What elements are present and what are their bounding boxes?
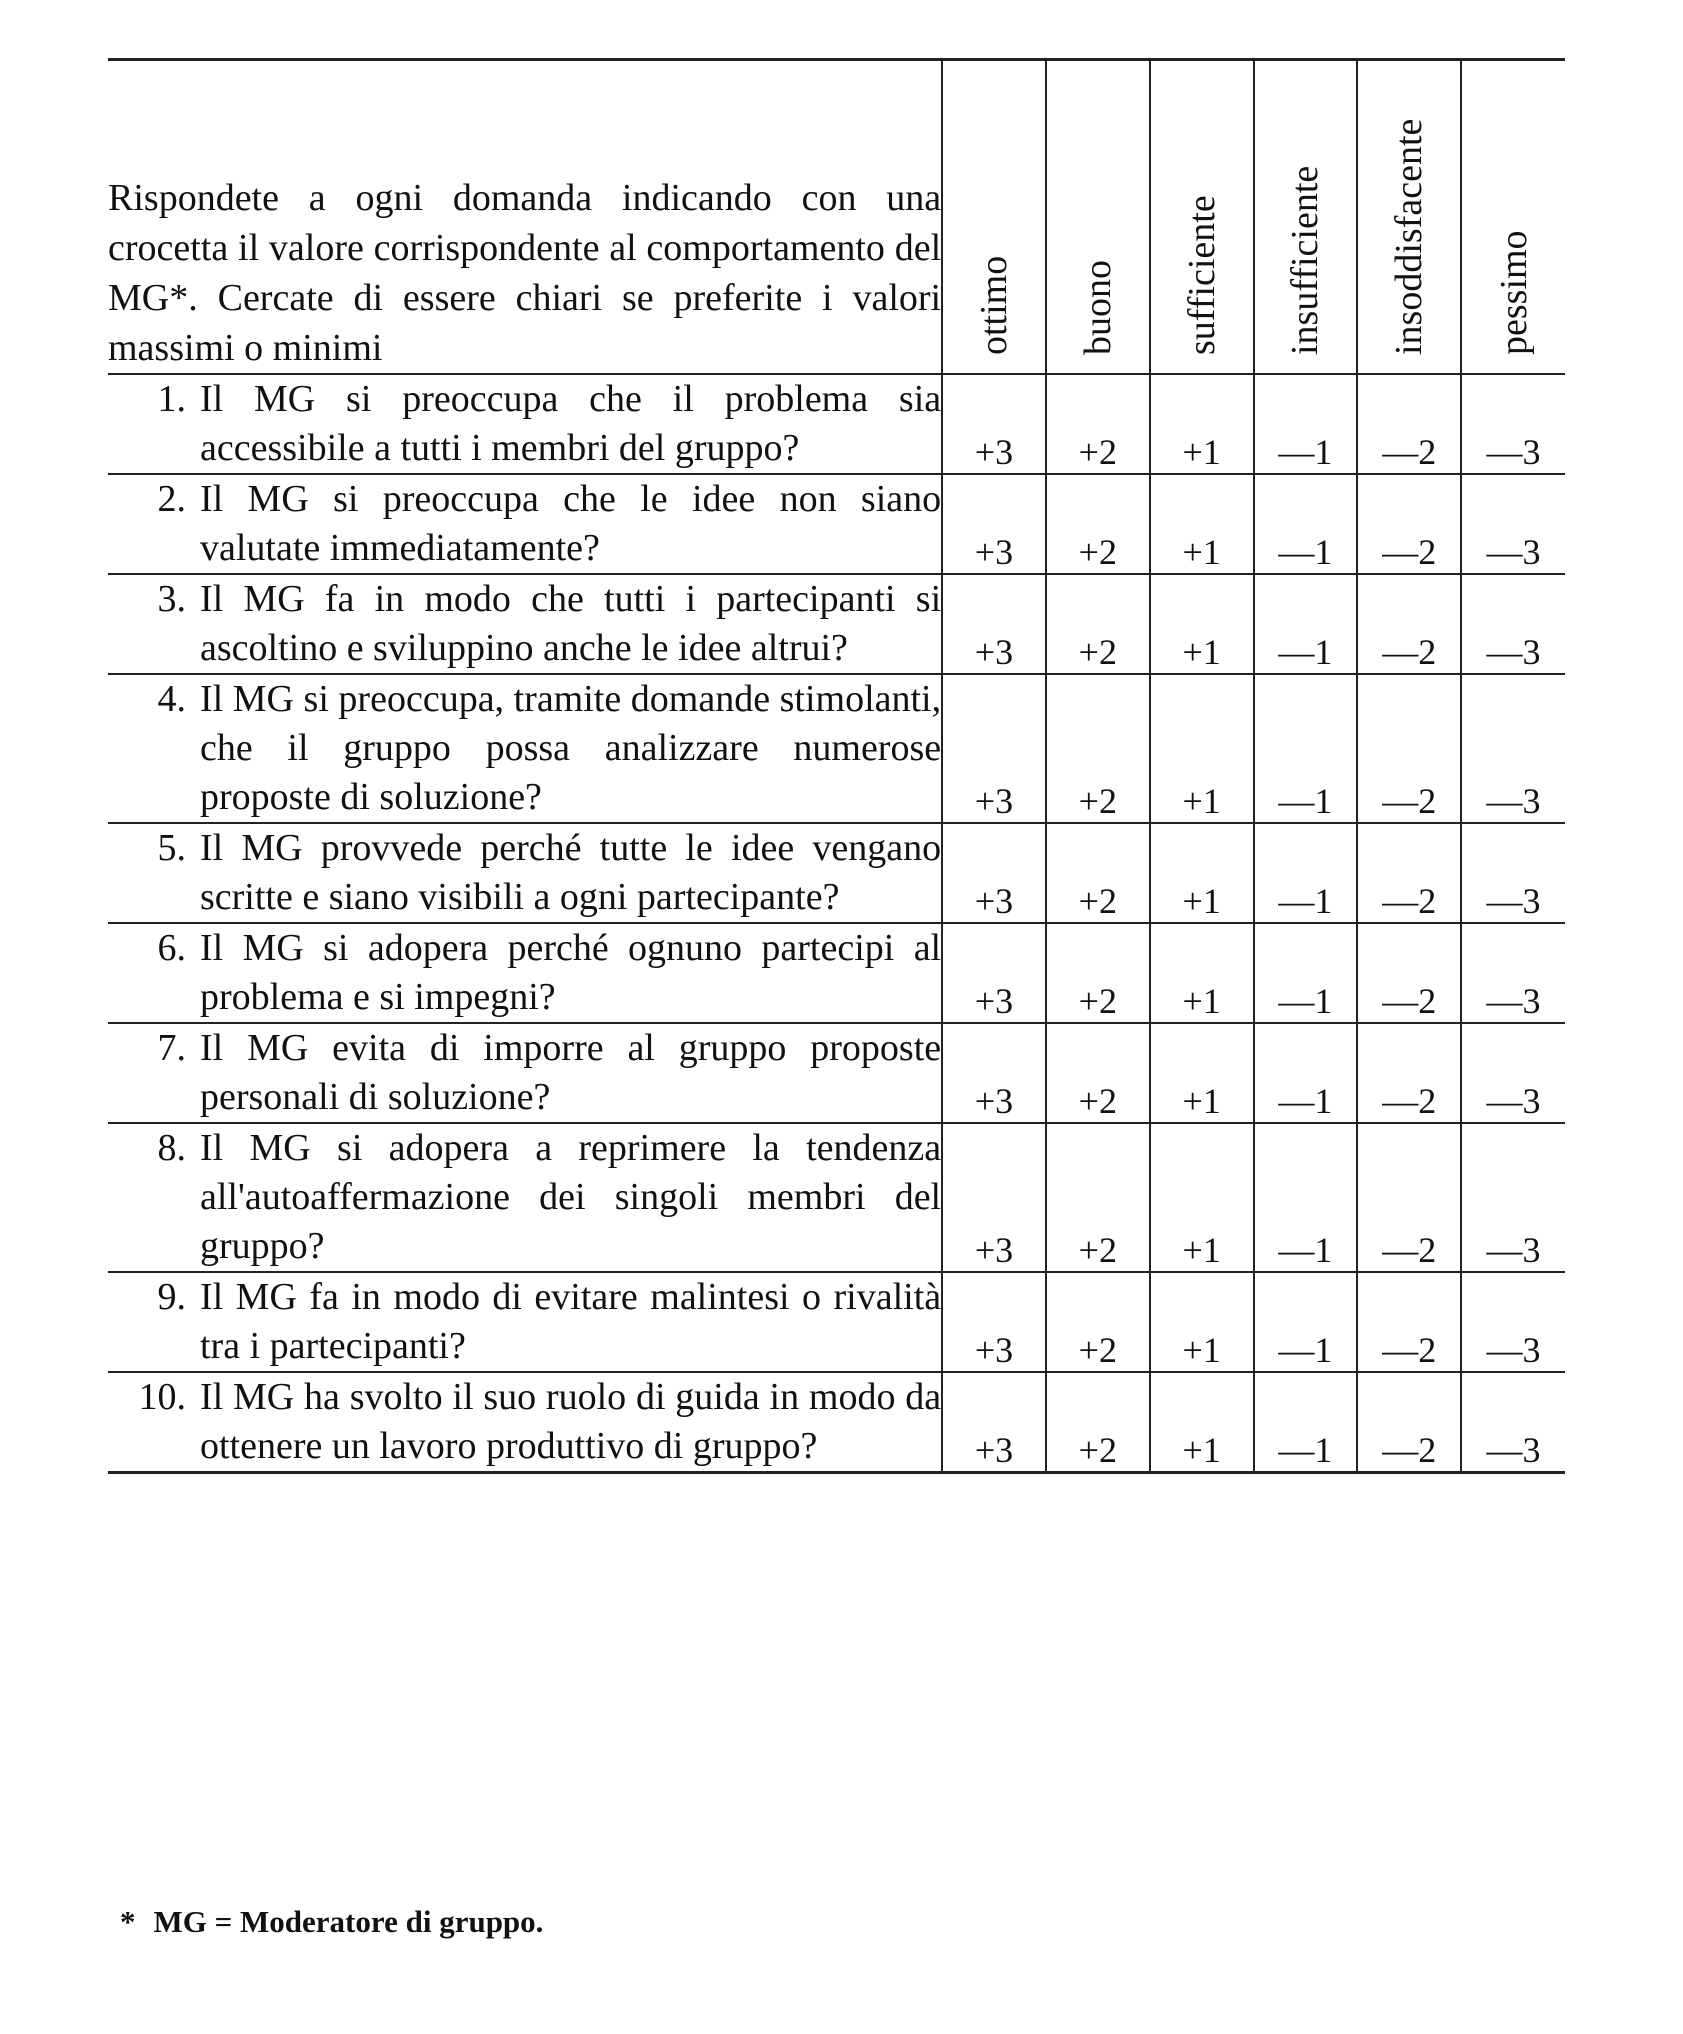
rating-option-ottimo[interactable]: +3 bbox=[942, 923, 1046, 1023]
question-number: 9. bbox=[157, 1275, 186, 1318]
rating-option-buono[interactable]: +2 bbox=[1046, 1272, 1150, 1372]
column-header-pessimo: pessimo bbox=[1461, 60, 1565, 374]
rating-option-ottimo[interactable]: +3 bbox=[942, 474, 1046, 574]
question-number: 6. bbox=[157, 926, 186, 969]
question-text: Il MG si adopera perché ognuno partecipi al problema e si impegni? bbox=[200, 926, 942, 1018]
rating-option-sufficiente[interactable]: +1 bbox=[1150, 823, 1254, 923]
rating-option-insoddisfacente[interactable]: —2 bbox=[1357, 1023, 1461, 1123]
rating-option-sufficiente[interactable]: +1 bbox=[1150, 674, 1254, 823]
footnote-text: MG = Moderatore di gruppo. bbox=[153, 1904, 544, 1939]
question-cell bbox=[108, 923, 942, 1023]
question-cell bbox=[108, 1023, 942, 1123]
question-text: Il MG si preoccupa che le idee non siano valutate immediatamente? bbox=[200, 477, 942, 569]
table-row bbox=[108, 823, 1565, 923]
question-text: Il MG si preoccupa, tramite domande stimolanti, che il gruppo possa analizzare numerose proposte di soluzione? bbox=[200, 677, 942, 818]
rating-option-buono[interactable]: +2 bbox=[1046, 1123, 1150, 1272]
table-row bbox=[108, 474, 1565, 574]
rating-option-sufficiente[interactable]: +1 bbox=[1150, 374, 1254, 474]
rating-option-ottimo[interactable]: +3 bbox=[942, 574, 1046, 674]
rating-option-pessimo[interactable]: —3 bbox=[1461, 474, 1565, 574]
table-row bbox=[108, 1023, 1565, 1123]
question-number: 10. bbox=[138, 1375, 186, 1418]
question-number: 7. bbox=[157, 1026, 186, 1069]
column-header-sufficiente: sufficiente bbox=[1150, 60, 1254, 374]
rating-option-ottimo[interactable]: +3 bbox=[942, 1372, 1046, 1473]
rating-option-insufficiente[interactable]: —1 bbox=[1254, 1272, 1358, 1372]
rating-option-insoddisfacente[interactable]: —2 bbox=[1357, 1272, 1461, 1372]
question-number: 4. bbox=[157, 677, 186, 720]
rating-option-insufficiente[interactable]: —1 bbox=[1254, 574, 1358, 674]
rating-option-pessimo[interactable]: —3 bbox=[1461, 1123, 1565, 1272]
question-number: 5. bbox=[157, 826, 186, 869]
evaluation-sheet bbox=[108, 58, 1565, 1474]
rating-option-ottimo[interactable]: +3 bbox=[942, 374, 1046, 474]
question-text: Il MG fa in modo che tutti i partecipanti si ascoltino e sviluppino anche le idee altrui? bbox=[200, 577, 942, 669]
question-cell bbox=[108, 1372, 942, 1473]
rating-option-sufficiente[interactable]: +1 bbox=[1150, 1272, 1254, 1372]
question-cell bbox=[108, 823, 942, 923]
rating-option-insoddisfacente[interactable]: —2 bbox=[1357, 674, 1461, 823]
rating-option-insufficiente[interactable]: —1 bbox=[1254, 674, 1358, 823]
question-cell bbox=[108, 1272, 942, 1372]
rating-option-ottimo[interactable]: +3 bbox=[942, 823, 1046, 923]
rating-option-insufficiente[interactable]: —1 bbox=[1254, 474, 1358, 574]
table-row bbox=[108, 574, 1565, 674]
question-cell bbox=[108, 374, 942, 474]
rating-option-insufficiente[interactable]: —1 bbox=[1254, 374, 1358, 474]
rating-option-insoddisfacente[interactable]: —2 bbox=[1357, 1123, 1461, 1272]
rating-option-buono[interactable]: +2 bbox=[1046, 823, 1150, 923]
table-row bbox=[108, 1272, 1565, 1372]
rating-option-sufficiente[interactable]: +1 bbox=[1150, 1123, 1254, 1272]
evaluation-table bbox=[108, 58, 1565, 1474]
rating-option-buono[interactable]: +2 bbox=[1046, 1372, 1150, 1473]
rating-option-pessimo[interactable]: —3 bbox=[1461, 674, 1565, 823]
rating-option-buono[interactable]: +2 bbox=[1046, 574, 1150, 674]
table-row bbox=[108, 674, 1565, 823]
rating-option-insoddisfacente[interactable]: —2 bbox=[1357, 574, 1461, 674]
column-header-insufficiente: insufficiente bbox=[1254, 60, 1358, 374]
question-cell bbox=[108, 474, 942, 574]
table-row bbox=[108, 374, 1565, 474]
question-number: 2. bbox=[157, 477, 186, 520]
rating-option-sufficiente[interactable]: +1 bbox=[1150, 923, 1254, 1023]
rating-option-insufficiente[interactable]: —1 bbox=[1254, 1372, 1358, 1473]
rating-option-insoddisfacente[interactable]: —2 bbox=[1357, 1372, 1461, 1473]
rating-option-buono[interactable]: +2 bbox=[1046, 474, 1150, 574]
rating-option-ottimo[interactable]: +3 bbox=[942, 674, 1046, 823]
rating-option-sufficiente[interactable]: +1 bbox=[1150, 574, 1254, 674]
question-text: Il MG ha svolto il suo ruolo di guida in modo da ottenere un lavoro produttivo di gruppo? bbox=[200, 1375, 942, 1467]
question-text: Il MG si preoccupa che il problema sia accessibile a tutti i membri del gruppo? bbox=[200, 377, 942, 469]
question-text: Il MG provvede perché tutte le idee vengano scritte e siano visibili a ogni partecipante? bbox=[200, 826, 942, 918]
question-cell bbox=[108, 1123, 942, 1272]
table-row bbox=[108, 1372, 1565, 1473]
rating-option-sufficiente[interactable]: +1 bbox=[1150, 1372, 1254, 1473]
rating-option-pessimo[interactable]: —3 bbox=[1461, 823, 1565, 923]
rating-option-pessimo[interactable]: —3 bbox=[1461, 1272, 1565, 1372]
rating-option-pessimo[interactable]: —3 bbox=[1461, 1023, 1565, 1123]
question-text: Il MG si adopera a reprimere la tendenza all'autoaffermazione dei singoli membri del gruppo? bbox=[200, 1126, 942, 1267]
rating-option-buono[interactable]: +2 bbox=[1046, 1023, 1150, 1123]
rating-option-insoddisfacente[interactable]: —2 bbox=[1357, 823, 1461, 923]
column-header-ottimo: ottimo bbox=[942, 60, 1046, 374]
header-row bbox=[108, 60, 1565, 374]
rating-option-buono[interactable]: +2 bbox=[1046, 674, 1150, 823]
rating-option-ottimo[interactable]: +3 bbox=[942, 1023, 1046, 1123]
question-number: 3. bbox=[157, 577, 186, 620]
question-text: Il MG fa in modo di evitare malintesi o rivalità tra i partecipanti? bbox=[200, 1275, 942, 1367]
rating-option-sufficiente[interactable]: +1 bbox=[1150, 474, 1254, 574]
questions-body bbox=[108, 374, 1565, 1473]
table-row bbox=[108, 1123, 1565, 1272]
rating-option-pessimo[interactable]: —3 bbox=[1461, 374, 1565, 474]
rating-option-pessimo[interactable]: —3 bbox=[1461, 923, 1565, 1023]
rating-option-insoddisfacente[interactable]: —2 bbox=[1357, 474, 1461, 574]
rating-option-buono[interactable]: +2 bbox=[1046, 923, 1150, 1023]
question-number: 1. bbox=[157, 377, 186, 420]
footnote bbox=[120, 1904, 543, 1940]
rating-option-insufficiente[interactable]: —1 bbox=[1254, 923, 1358, 1023]
column-header-buono: buono bbox=[1046, 60, 1150, 374]
rating-option-insoddisfacente[interactable]: —2 bbox=[1357, 374, 1461, 474]
rating-option-insufficiente[interactable]: —1 bbox=[1254, 823, 1358, 923]
rating-option-ottimo[interactable]: +3 bbox=[942, 1123, 1046, 1272]
rating-option-sufficiente[interactable]: +1 bbox=[1150, 1023, 1254, 1123]
question-number: 8. bbox=[157, 1126, 186, 1169]
instructions: Rispondete a ogni domanda indicando con una crocetta il valore corrispondente al comportamento del MG*. Cercate di essere chiari se preferite i valori massimi o minimi bbox=[108, 60, 942, 374]
rating-option-insufficiente[interactable]: —1 bbox=[1254, 1023, 1358, 1123]
rating-option-pessimo[interactable]: —3 bbox=[1461, 574, 1565, 674]
rating-option-insufficiente[interactable]: —1 bbox=[1254, 1123, 1358, 1272]
footnote-marker: * bbox=[120, 1904, 136, 1939]
question-cell bbox=[108, 674, 942, 823]
rating-option-ottimo[interactable]: +3 bbox=[942, 1272, 1046, 1372]
table-row bbox=[108, 923, 1565, 1023]
question-cell bbox=[108, 574, 942, 674]
question-text: Il MG evita di imporre al gruppo proposte personali di soluzione? bbox=[200, 1026, 942, 1118]
column-header-insoddisfacente: insoddisfacente bbox=[1357, 60, 1461, 374]
rating-option-insoddisfacente[interactable]: —2 bbox=[1357, 923, 1461, 1023]
rating-option-buono[interactable]: +2 bbox=[1046, 374, 1150, 474]
rating-option-pessimo[interactable]: —3 bbox=[1461, 1372, 1565, 1473]
